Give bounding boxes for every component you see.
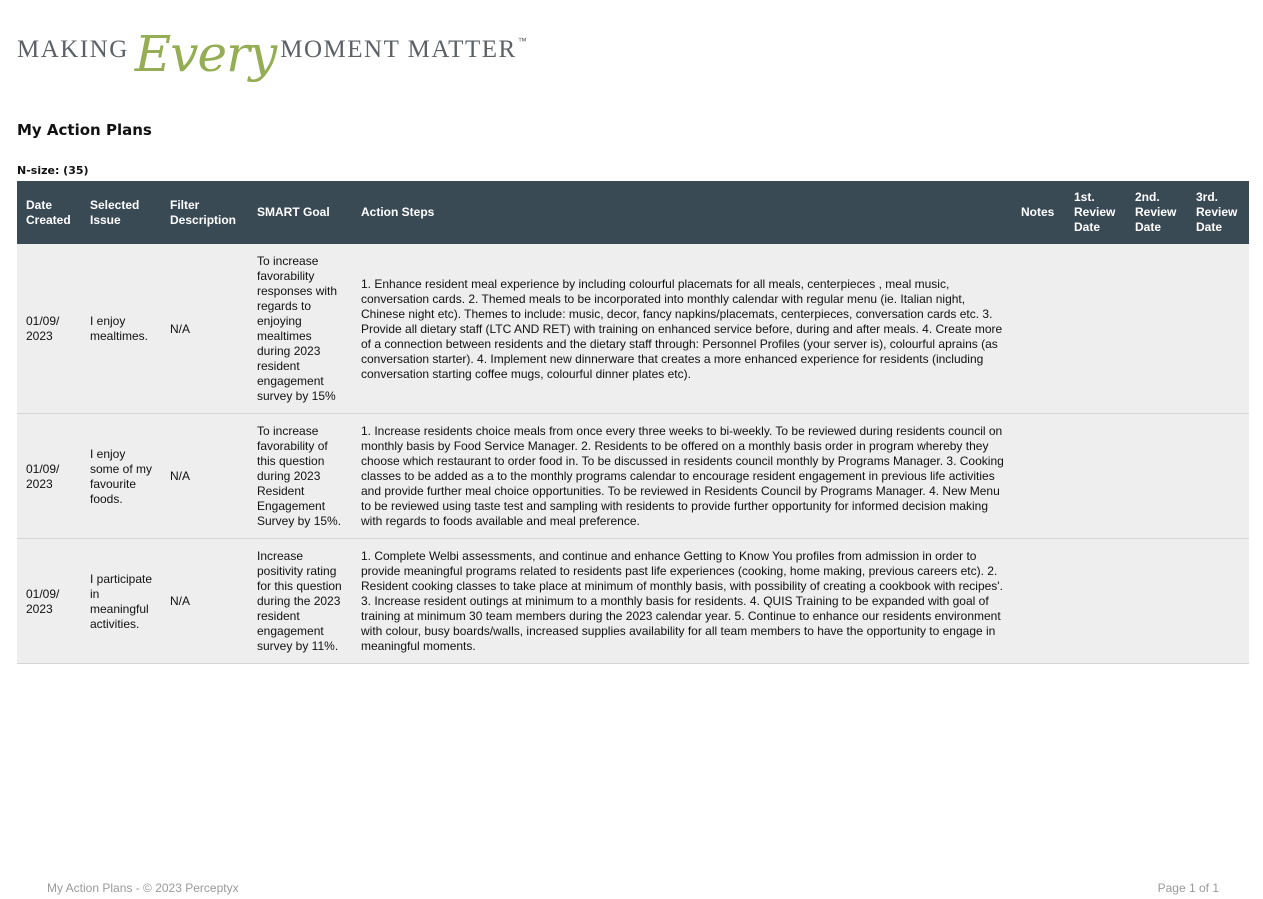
cell-date-created: 01/09/ 2023 [17,414,81,539]
cell-review-2 [1126,244,1187,414]
header-notes: Notes [1012,181,1065,244]
cell-notes [1012,414,1065,539]
header-review-2: 2nd. Review Date [1126,181,1187,244]
cell-notes [1012,244,1065,414]
n-size-label: N-size: (35) [17,164,89,177]
brand-logo [17,14,527,86]
logo-trademark: ™ [517,36,527,46]
header-date-created: Date Created [17,181,81,244]
cell-date-created: 01/09/ 2023 [17,244,81,414]
cell-review-1 [1065,244,1126,414]
cell-review-3 [1187,414,1249,539]
page-title: My Action Plans [17,121,152,139]
header-filter-description: Filter Description [161,181,248,244]
cell-action-steps: 1. Enhance resident meal experience by including colourful placemats for all meals, centerpieces , meal music, conversation cards. 2. Themed meals to be incorporated into monthly calendar with regular menu (ie. Italian night, Chinese night etc). Themes to include: music, decor, fancy napkins/placemats, centerpieces, conversation cards etc. 3. Provide all dietary staff (LTC AND RET) with training on enhanced service before, during and after meals. 4. Create more of a connection between residents and the dietary staff through: Personnel Profiles (your server is), colourful aprains (as conversation starter). 4. Implement new dinnerware that creates a more enhanced experience for residents (including conversation starting coffee mugs, colourful dinner plates etc). [352,244,1012,414]
logo-text-making: MAKING [17,36,129,63]
cell-selected-issue: I participate in meaningful activities. [81,539,161,664]
cell-review-2 [1126,414,1187,539]
header-smart-goal: SMART Goal [248,181,352,244]
cell-selected-issue: I enjoy mealtimes. [81,244,161,414]
cell-review-3 [1187,244,1249,414]
cell-review-1 [1065,414,1126,539]
cell-notes [1012,539,1065,664]
table-row [17,539,1249,664]
action-plans-table [17,181,1249,664]
cell-smart-goal: To increase favorability of this question during 2023 Resident Engagement Survey by 15%. [248,414,352,539]
cell-review-3 [1187,539,1249,664]
table-row [17,414,1249,539]
cell-review-2 [1126,539,1187,664]
cell-filter-description: N/A [161,539,248,664]
footer-page-number: Page 1 of 1 [1157,881,1219,895]
cell-action-steps: 1. Increase residents choice meals from once every three weeks to bi-weekly. To be reviewed during residents council on monthly basis by Food Service Manager. 2. Residents to be offered on a monthly basis order in program whereby they choose which restaurant to order food in. To be discussed in residents council monthly by Programs Manager. 3. Cooking classes to be added as a to the monthly programs calendar to encourage resident engagement in previous life activities and provide further meal choice opportunities. To be reviewed in Residents Council by Programs Manager. 4. New Menu to be reviewed using taste test and sampling with residents to provide further opportunity for informed decision making with regards to foods available and meal preference. [352,414,1012,539]
logo-text-every: Every [134,25,277,83]
header-selected-issue: Selected Issue [81,181,161,244]
table-row [17,244,1249,414]
cell-selected-issue: I enjoy some of my favourite foods. [81,414,161,539]
cell-smart-goal: To increase favorability responses with regards to enjoying mealtimes during 2023 resident engagement survey by 15% [248,244,352,414]
cell-filter-description: N/A [161,244,248,414]
table-header-row [17,181,1249,244]
logo-text-moment-matter: MOMENT MATTER [280,36,517,63]
header-review-3: 3rd. Review Date [1187,181,1249,244]
header-action-steps: Action Steps [352,181,1012,244]
cell-date-created: 01/09/ 2023 [17,539,81,664]
cell-smart-goal: Increase positivity rating for this question during the 2023 resident engagement survey by 11%. [248,539,352,664]
cell-filter-description: N/A [161,414,248,539]
footer-copyright: My Action Plans - © 2023 Perceptyx [47,881,239,895]
header-review-1: 1st. Review Date [1065,181,1126,244]
cell-review-1 [1065,539,1126,664]
cell-action-steps: 1. Complete Welbi assessments, and continue and enhance Getting to Know You profiles from admission in order to provide meaningful programs related to residents past life experiences (cooking, home making, previous careers etc). 2. Resident cooking classes to take place at minimum of monthly basis, with possibility of creating a cookbook with recipes'. 3. Increase resident outings at minimum to a monthly basis for residents. 4. QUIS Training to be expanded with goal of training at minimum 30 team members during the 2023 calendar year. 5. Continue to enhance our residents environment with colour, busy boards/walls, increased supplies availability for all team members to have the opportunity to engage in meaningful moments. [352,539,1012,664]
